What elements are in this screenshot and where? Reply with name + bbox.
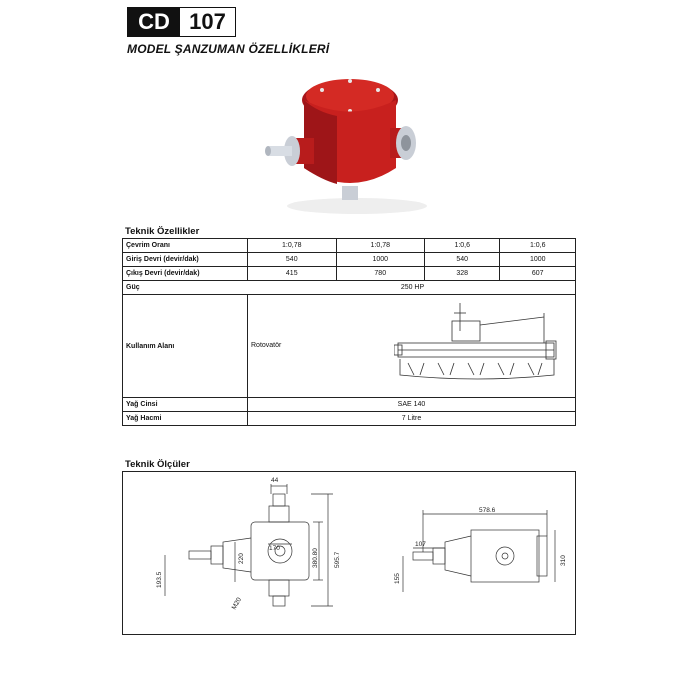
oil-volume-label: Yağ Hacmi <box>123 412 248 426</box>
oil-type-value: SAE 140 <box>248 398 576 412</box>
table-row <box>123 295 576 398</box>
table-cell: 1000 <box>336 253 425 267</box>
dim-380: 380.80 <box>312 548 319 568</box>
model-number: 107 <box>189 9 226 34</box>
usage-label: Kullanım Alanı <box>123 295 248 398</box>
output-speed-label: Çıkış Devri (devir/dak) <box>123 267 248 281</box>
specs-title: Teknik Özellikler <box>125 226 200 237</box>
dim-220: 220 <box>238 553 245 564</box>
table-row <box>123 267 576 281</box>
oil-volume-value: 7 Litre <box>248 412 576 426</box>
model-badge <box>127 7 236 37</box>
table-cell: 415 <box>248 267 337 281</box>
dim-107: 107 <box>415 541 426 548</box>
dim-578: 578.6 <box>479 507 496 514</box>
dim-193: 193.5 <box>156 571 163 588</box>
dim-155: 155 <box>394 573 401 584</box>
dim-595: 595.7 <box>334 551 341 568</box>
table-cell: 1:0,78 <box>248 239 337 253</box>
gearbox-photo <box>262 68 442 218</box>
brand-label: CD <box>128 8 180 36</box>
table-cell: 328 <box>425 267 500 281</box>
table-row <box>123 253 576 267</box>
dimensions-box <box>122 471 576 635</box>
table-row <box>123 239 576 253</box>
power-label: Güç <box>126 284 140 291</box>
dim-310: 310 <box>560 555 567 566</box>
table-cell: 780 <box>336 267 425 281</box>
rotovator-drawing <box>394 303 562 389</box>
dim-44: 44 <box>271 477 279 484</box>
ratio-label: Çevrim Oranı <box>123 239 248 253</box>
power-value: 250 HP <box>400 284 425 291</box>
dim-170: 170 <box>269 545 280 552</box>
table-row <box>123 412 576 426</box>
usage-value: Rotovatör <box>251 342 282 349</box>
dimension-drawings <box>123 472 575 634</box>
table-cell: 540 <box>425 253 500 267</box>
table-cell: 607 <box>500 267 576 281</box>
page-subtitle: MODEL ŞANZUMAN ÖZELLİKLERİ <box>127 42 330 56</box>
dimensions-title: Teknik Ölçüler <box>125 459 190 470</box>
specs-table <box>122 238 576 426</box>
table-cell: 1:0,6 <box>425 239 500 253</box>
oil-type-label: Yağ Cinsi <box>123 398 248 412</box>
table-row <box>123 281 576 295</box>
input-speed-label: Giriş Devri (devir/dak) <box>123 253 248 267</box>
table-cell: 1:0,78 <box>336 239 425 253</box>
table-row <box>123 398 576 412</box>
table-cell: 540 <box>248 253 337 267</box>
table-cell: 1000 <box>500 253 576 267</box>
dim-m20: M20 <box>230 596 244 611</box>
table-cell: 1:0,6 <box>500 239 576 253</box>
